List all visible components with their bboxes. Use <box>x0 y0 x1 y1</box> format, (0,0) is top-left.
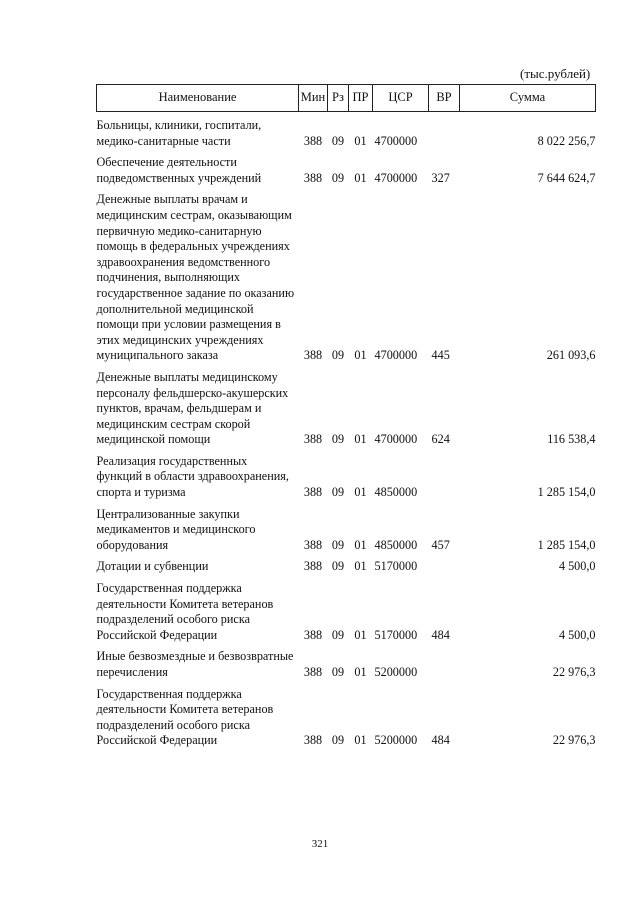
row-sum: 1 285 154,0 <box>537 537 596 552</box>
row-rz: 09 <box>331 627 345 642</box>
row-min: 388 <box>303 170 323 185</box>
header-pr: ПР <box>349 85 373 112</box>
table-row <box>97 112 596 150</box>
header-min: Мин <box>299 85 328 112</box>
row-min: 388 <box>303 133 323 148</box>
row-vr <box>429 553 460 575</box>
row-pr: 01 <box>354 485 367 500</box>
row-csr: 4850000 <box>374 537 418 552</box>
row-pr: 01 <box>354 537 367 552</box>
row-min: 388 <box>303 627 323 642</box>
row-rz: 09 <box>331 348 345 363</box>
row-csr: 5170000 <box>374 627 418 642</box>
row-csr: 5170000 <box>374 559 418 574</box>
row-name: Государственная поддержка деятельности Комитета ветеранов подразделений особого риска Российской Федерации <box>96 581 274 642</box>
row-sum: 22 976,3 <box>552 665 596 679</box>
row-name: Реализация государственных функций в области здравоохранения, спорта и туризма <box>96 453 289 500</box>
row-vr <box>429 112 460 150</box>
row-pr: 01 <box>354 627 367 642</box>
header-name: Наименование <box>97 85 299 112</box>
row-rz: 09 <box>331 559 345 574</box>
row-sum: 116 538,4 <box>547 432 596 447</box>
row-min: 388 <box>303 348 323 363</box>
row-name: Денежные выплаты медицинскому персоналу фельдшерско-акушерских пунктов, врачам, фельдшерам и медицинским сестрам скорой медицинской помощи <box>96 369 289 447</box>
table-row <box>97 643 596 680</box>
header-sum: Сумма <box>460 85 596 112</box>
row-vr: 624 <box>431 432 450 447</box>
row-vr: 457 <box>431 537 450 552</box>
row-rz: 09 <box>331 537 345 552</box>
row-name: Денежные выплаты врачам и медицинским сестрам, оказывающим первичную медико-санитарную помощь в федеральных учреждениях здравоохранения ведомственного подчинения, выполняющих государственное задание по оказанию дополнительной медицинской помощи при условии размещения в этих медицинских учреждениях муниципального заказа <box>96 192 295 363</box>
row-pr: 01 <box>354 559 367 574</box>
row-sum: 261 093,6 <box>546 348 596 363</box>
row-pr: 01 <box>354 133 367 148</box>
row-vr: 484 <box>431 733 450 748</box>
row-rz: 09 <box>331 133 345 148</box>
row-name: Иные безвозмездные и безвозвратные перечисления <box>96 649 294 679</box>
row-min: 388 <box>303 537 323 552</box>
page-number: 321 <box>311 838 329 850</box>
header-rz: Рз <box>328 85 349 112</box>
row-min: 388 <box>303 665 323 679</box>
table-row <box>97 553 596 575</box>
table-row <box>97 448 596 501</box>
row-vr: 327 <box>431 170 450 185</box>
row-sum: 4 500,0 <box>558 559 596 574</box>
table-row <box>97 364 596 448</box>
row-pr: 01 <box>354 432 367 447</box>
row-min: 388 <box>303 485 323 500</box>
row-csr: 4700000 <box>374 170 418 185</box>
row-sum: 8 022 256,7 <box>537 133 596 148</box>
row-pr: 01 <box>354 170 367 185</box>
table-row <box>97 681 596 749</box>
row-name: Централизованные закупки медикаментов и медицинского оборудования <box>96 506 256 552</box>
table-row <box>97 186 596 364</box>
row-csr: 4850000 <box>374 485 418 500</box>
row-vr: 445 <box>431 348 450 363</box>
header-csr: ЦСР <box>373 85 429 112</box>
row-vr <box>429 643 460 680</box>
row-vr: 484 <box>431 627 450 642</box>
row-sum: 7 644 624,7 <box>537 170 596 185</box>
row-csr: 5200000 <box>374 665 418 679</box>
row-pr: 01 <box>354 348 367 363</box>
row-sum: 22 976,3 <box>552 733 596 748</box>
row-name: Обеспечение деятельности подведомственных учреждений <box>96 155 262 185</box>
row-rz: 09 <box>331 485 345 500</box>
table-header-row <box>97 85 596 112</box>
header-vr: ВР <box>429 85 460 112</box>
table-row <box>97 149 596 186</box>
row-rz: 09 <box>331 665 345 679</box>
row-sum: 4 500,0 <box>558 627 596 642</box>
row-rz: 09 <box>331 432 345 447</box>
table-row <box>97 575 596 643</box>
row-rz: 09 <box>331 733 345 748</box>
row-rz: 09 <box>331 170 345 185</box>
row-vr <box>429 448 460 501</box>
row-csr: 4700000 <box>374 133 418 148</box>
row-min: 388 <box>303 559 323 574</box>
unit-label: (тыс.рублей) <box>520 66 591 81</box>
row-csr: 4700000 <box>374 432 418 447</box>
row-csr: 4700000 <box>374 348 418 363</box>
row-csr: 5200000 <box>374 733 418 748</box>
row-min: 388 <box>303 432 323 447</box>
row-pr: 01 <box>354 733 367 748</box>
row-name: Дотации и субвенции <box>96 559 209 574</box>
row-name: Государственная поддержка деятельности Комитета ветеранов подразделений особого риска Российской Федерации <box>96 686 274 748</box>
budget-table <box>96 84 596 749</box>
row-pr: 01 <box>354 665 367 679</box>
row-sum: 1 285 154,0 <box>537 485 596 500</box>
row-min: 388 <box>303 733 323 748</box>
table-row <box>97 501 596 554</box>
row-name: Больницы, клиники, госпитали, медико-санитарные части <box>96 118 262 148</box>
